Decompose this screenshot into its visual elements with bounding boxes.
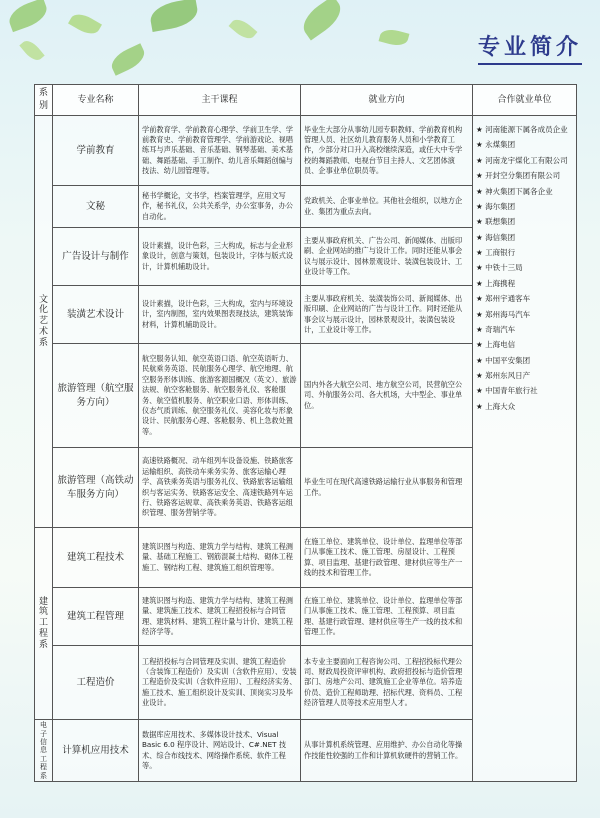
major-intro-table	[34, 84, 577, 782]
major-career: 在施工单位、建筑单位、设计单位、监理单位等部门从事施工技术、施工管理、工程预算、项目监理、基建行政管理、建材供应等生产一线的技术和管理工作。	[301, 588, 473, 646]
partner-item: ★ 工商银行	[476, 248, 516, 258]
major-career: 主要从事政府机关、广告公司、新闻媒体、出版印刷、企业网站的推广与设计工作。同时还能从事会议与展示设计、园林景观设计、装潢包装设计、工业设计等工作。	[301, 228, 473, 286]
major-career: 党政机关、企事业单位。其他社会组织，以地方企业、集团为重点去向。	[301, 186, 473, 228]
partner-item: ★ 神火集团下属各企业	[476, 186, 553, 196]
major-courses: 建筑识图与构造、建筑力学与结构、建筑工程测量、基础工程施工、钢筋混凝土结构、砌体工程施工、钢结构工程、建筑施工组织管理等。	[139, 528, 301, 588]
major-courses: 设计素描，设计色彩，三大构成，标志与企业形象设计，创意与策划，包装设计，字体与版式设计，计算机辅助设计。	[139, 228, 301, 286]
major-courses: 学前教育学、学前教育心理学、学前卫生学、学前教育史、学前教育管理学、学前游戏论、视唱练耳与声乐基础、音乐基础、钢琴基础、美术基础、舞蹈基础、手工制作、幼儿音乐舞蹈创编与技法、幼儿园管理等。	[139, 116, 301, 186]
table-row	[35, 116, 577, 186]
partner-item: ★ 上海携程	[476, 278, 516, 288]
partner-item: ★ 郑州东风日产	[476, 371, 531, 381]
partner-item: ★ 永煤集团	[476, 140, 516, 150]
major-courses: 航空服务认知、航空英语口语、航空英语听力、民航乘务英语、民航服务心理学、航空地理、航空服务形体训练、旅游客源国概况（英文）、旅游法规、航空客舱服务、航空服务礼仪、客舱服务、航空值机服务、航空职业口语、形体训练、仪态气质训练、航空服务礼仪、美容化妆与形象设计、民航服务心理、客舱服务、机上急救处置等。	[139, 344, 301, 448]
major-name: 文秘	[53, 186, 139, 228]
leaf-decoration	[108, 43, 149, 75]
header-career: 就业方向	[301, 85, 473, 116]
partner-item: ★ 郑州宇通客车	[476, 294, 531, 304]
partner-item: ★ 奇瑞汽车	[476, 324, 516, 334]
major-name: 工程造价	[53, 646, 139, 720]
department-culture: 文化艺术系	[35, 116, 53, 528]
major-career: 本专业主要面向工程咨询公司、工程招投标代理公司、财政局投资评审机构、政府招投标与造价管理部门、房地产公司、建筑施工企业等单位。培养造价员、造价工程师助理、招标代理、资料员、工程经济管理人员等技术应用型人才。	[301, 646, 473, 720]
major-courses: 数据库应用技术、多媒体设计技术、Visual Basic 6.0 程序设计、网站设计、C#.NET 技术、综合布线技术、网络操作系统、软件工程等。	[139, 720, 301, 782]
major-name: 旅游管理（高铁动车服务方向）	[53, 448, 139, 528]
major-career: 在施工单位、建筑单位、设计单位、监理单位等部门从事施工技术、施工管理、房屋设计、工程预算、项目监理、基建行政管理、建材供应等生产一线的技术和管理工作。	[301, 528, 473, 588]
partner-item: ★ 开封空分集团有限公司	[476, 171, 561, 181]
header-major: 专业名称	[53, 85, 139, 116]
header-partners: 合作就业单位	[473, 85, 577, 116]
major-courses: 秘书学概论，文书学，档案管理学，应用文写作，秘书礼仪，公共关系学，办公室事务，办公自动化。	[139, 186, 301, 228]
major-career: 主要从事政府机关、装潢装饰公司、新闻媒体、出版印刷、企业网站的广告与设计工作。同时还能从事会议与展示设计，园林景观设计，装潢包装设计，工业设计等工作。	[301, 286, 473, 344]
leaf-decoration	[5, 0, 50, 32]
major-career: 毕业生可在现代高速铁路运输行业从事服务和管理工作。	[301, 448, 473, 528]
major-name: 学前教育	[53, 116, 139, 186]
page-title: 专业简介	[478, 30, 582, 65]
major-courses: 设计素描，设计色彩，三大构成，室内与环境设计，室内制图，室内效果图表现技法，建筑装饰材料，计算机辅助设计。	[139, 286, 301, 344]
major-courses: 工程招投标与合同管理及实训、建筑工程造价（含装饰工程造价）及实训（含软件应用）、安装工程造价及实训（含软件应用）、工程经济实务、施工技术、施工组织设计及实训、顶岗实习及毕业设计。	[139, 646, 301, 720]
major-name: 装潢艺术设计	[53, 286, 139, 344]
department-building: 建筑工程系	[35, 528, 53, 720]
table-header-row	[35, 85, 577, 116]
leaf-decoration	[148, 0, 200, 32]
major-courses: 建筑识图与构造、建筑力学与结构、建筑工程测量、建筑施工技术、建筑工程招投标与合同管理、建筑材料、建筑工程计量与计价、建筑工程经济学等。	[139, 588, 301, 646]
partner-item: ★ 中铁十三局	[476, 263, 523, 273]
partner-item: ★ 上海电信	[476, 340, 516, 350]
major-career: 国内外各大航空公司、地方航空公司，民营航空公司、外航服务公司、各大机场，大中型企、事业单位。	[301, 344, 473, 448]
partner-item: ★ 海尔集团	[476, 201, 516, 211]
major-name: 旅游管理（航空服务方向）	[53, 344, 139, 448]
major-career: 毕业生大部分从事幼儿园专职教师、学前教育机构管理人员、社区幼儿教育服务人员和小学教育工作，少部分对口升入高校继续深造，或任大中专学校的舞蹈教师、电视台节目主持人、文艺团体演员、企事业单位职员等。	[301, 116, 473, 186]
major-courses: 高速铁路概况、动车组列车设备设施、铁路旅客运输组织、高铁动车乘务实务、旅客运输心理学、高铁乘务英语与服务礼仪、铁路旅客运输组织与客运实务、铁路客运安全、高速铁路列车运行、铁路客运规章、高铁乘务英语、铁路客运组织管理、服务营销学等。	[139, 448, 301, 528]
major-career: 从事计算机系统管理、应用维护、办公自动化等操作技能性较强的工作和计算机软硬件的营销工作。	[301, 720, 473, 782]
department-electronics: 电子信息工程系	[35, 720, 53, 782]
partner-item: ★ 中国平安集团	[476, 355, 531, 365]
partner-item: ★ 上海大众	[476, 401, 516, 411]
major-name: 建筑工程技术	[53, 528, 139, 588]
partner-list	[473, 116, 577, 782]
leaf-decoration	[229, 15, 258, 42]
major-name: 计算机应用技术	[53, 720, 139, 782]
header-department: 系别	[35, 85, 53, 116]
leaf-decoration	[19, 37, 44, 64]
partner-item: ★ 郑州海马汽车	[476, 309, 531, 319]
leaf-decoration	[68, 10, 102, 39]
major-name: 广告设计与制作	[53, 228, 139, 286]
leaf-decoration	[297, 0, 347, 40]
major-name: 建筑工程管理	[53, 588, 139, 646]
leaf-decoration	[379, 27, 410, 49]
partner-item: ★ 联想集团	[476, 217, 516, 227]
partner-item: ★ 海信集团	[476, 232, 516, 242]
partner-item: ★ 河南龙宇煤化工有限公司	[476, 155, 568, 165]
partner-item: ★ 河南能源下属各成员企业	[476, 125, 568, 135]
header-courses: 主干课程	[139, 85, 301, 116]
partner-item: ★ 中国青年旅行社	[476, 386, 538, 396]
